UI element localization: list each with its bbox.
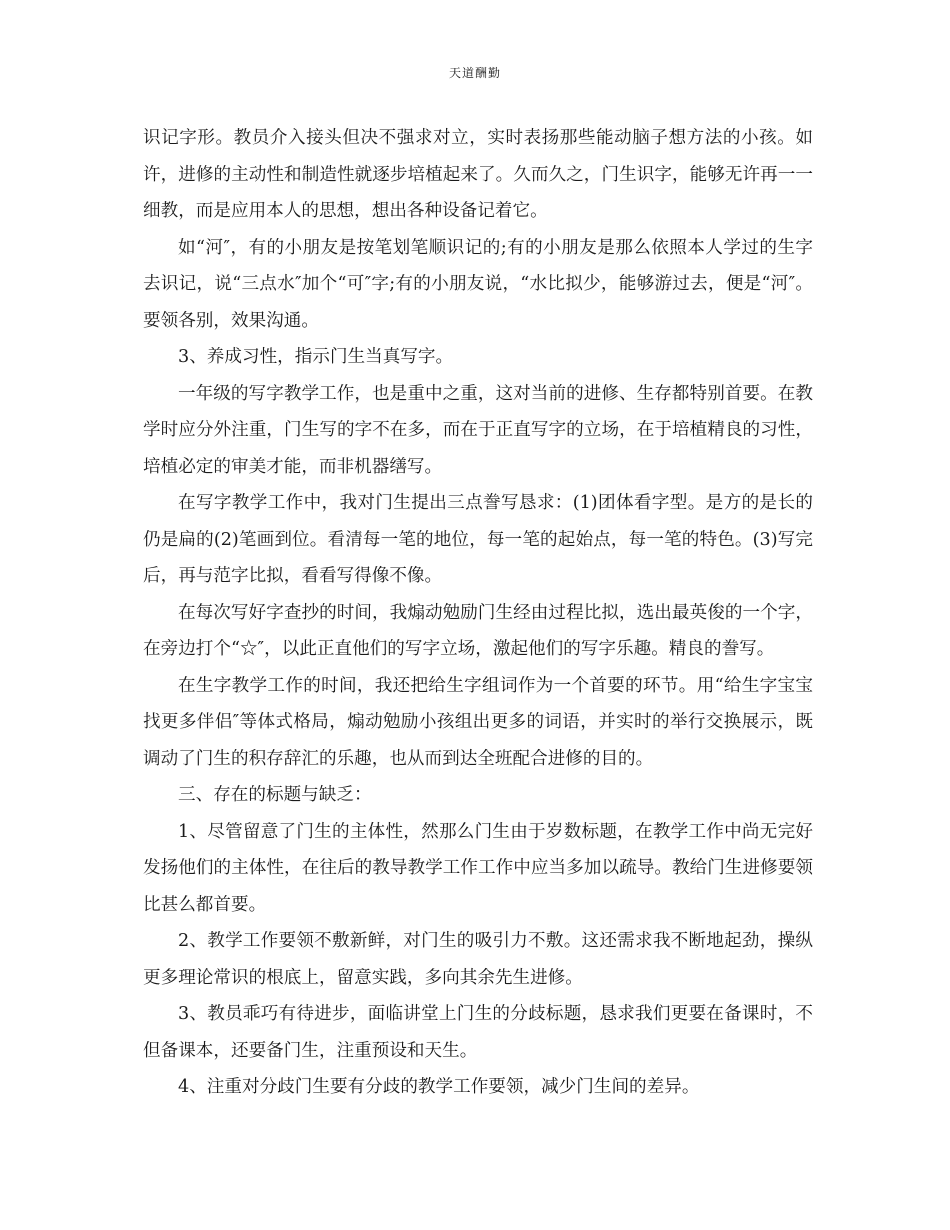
- section-heading-problems: 三、存在的标题与缺乏：: [178, 785, 372, 805]
- problem-item-3: 3、教员乖巧有待进步，面临讲堂上门生的分歧标题，恳求我们更要在备课时，不但备课本，还要备门生，注重预设和天生。: [143, 1004, 813, 1061]
- problem-item-4: 4、注重对分歧门生要有分歧的教学工作要领，减少门生间的差异。: [178, 1077, 700, 1097]
- problem-item-2: 2、教学工作要领不敷新鲜，对门生的吸引力不敷。这还需求我不断地起劲，操纵更多理论常识的根底上，留意实践，多向其余先生进修。: [143, 931, 813, 988]
- document-body: [143, 120, 813, 1106]
- paragraph-1: 识记字形。教员介入接头但决不强求对立，实时表扬那些能动脑子想方法的小孩。如许，进修的主动性和制造性就逐步培植起来了。久而久之，门生识字，能够无许再一一细教，而是应用本人的思想，想出各种设备记着它。: [143, 128, 813, 221]
- paragraph-7: 在生字教学工作的时间，我还把给生字组词作为一个首要的环节。用“给生字宝宝找更多伴侣″等体式格局，煽动勉励小孩组出更多的词语，并实时的举行交换展示，既调动了门生的积存辞汇的乐趣，也从而到达全班配合进修的目的。: [143, 675, 813, 769]
- page-header: 天道酬勤: [448, 66, 501, 80]
- paragraph-2: 如“河″，有的小朋友是按笔划笔顺识记的;有的小朋友是那么依照本人学过的生字去识记，说“三点水″加个“可″字;有的小朋友说，“水比拟少，能够游过去，便是“河″。要领各别，效果沟通。: [143, 237, 813, 331]
- section-heading-3: 3、养成习性，指示门生当真写字。: [178, 347, 454, 367]
- problem-item-1: 1、尽管留意了门生的主体性，然那么门生由于岁数标题，在教学工作中尚无完好发扬他们的主体性，在往后的教导教学工作工作中应当多加以疏导。教给门生进修要领比甚么都首要。: [143, 821, 813, 915]
- paragraph-5: 在写字教学工作中，我对门生提出三点誊写恳求：(1)团体看字型。是方的是长的仍是扁的(2)笔画到位。看清每一笔的地位，每一笔的起始点，每一笔的特色。(3)写完后，再与范字比拟，看看写得像不像。: [143, 493, 813, 586]
- paragraph-6: 在每次写好字查抄的时间，我煽动勉励门生经由过程比拟，选出最英俊的一个字，在旁边打个“☆″，以此正直他们的写字立场，激起他们的写字乐趣。精良的誊写。: [143, 602, 813, 659]
- paragraph-4: 一年级的写字教学工作，也是重中之重，这对当前的进修、生存都特别首要。在教学时应分外注重，门生写的字不在多，而在于正直写字的立场，在于培植精良的习性，培植必定的审美才能，而非机器缮写。: [143, 383, 813, 477]
